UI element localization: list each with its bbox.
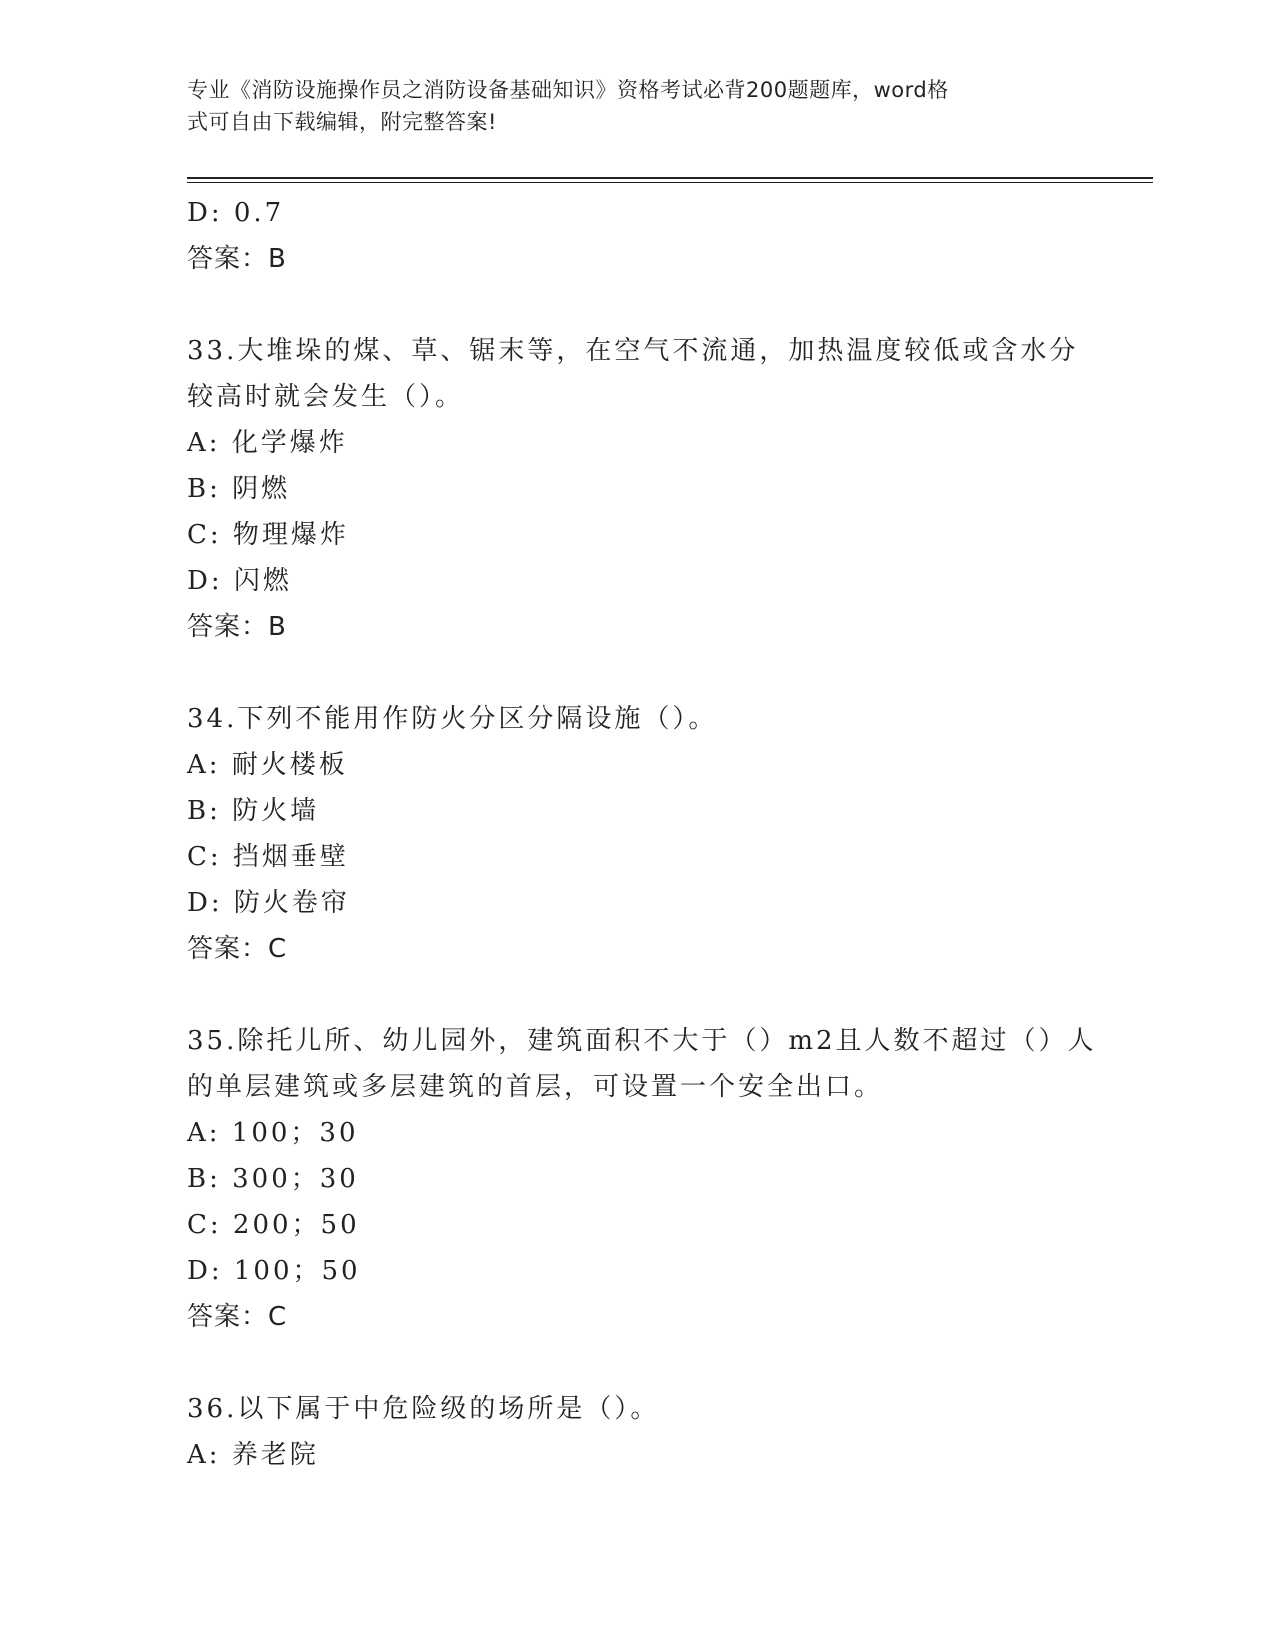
option-a: A: 养老院: [187, 1440, 319, 1470]
question-content: [187, 190, 1097, 1478]
option-c: C: 200；50: [187, 1210, 360, 1240]
question-35-text-line-1: 35.除托儿所、幼儿园外，建筑面积不大于（）m2且人数不超过（）人: [187, 1026, 1097, 1056]
option-d: D: 0.7: [187, 198, 285, 228]
header-line-2: 式可自由下载编辑，附完整答案!: [187, 110, 497, 134]
spacer: [187, 650, 1087, 696]
option-b: B: 阴燃: [187, 474, 291, 504]
spacer: [187, 282, 1087, 328]
header-line-1: 专业《消防设施操作员之消防设备基础知识》资格考试必背200题题库，word格: [187, 78, 949, 102]
question-34-text: 34.下列不能用作防火分区分隔设施（）。: [187, 704, 718, 734]
answer-line: 答案：B: [187, 244, 287, 274]
spacer: [187, 1340, 1087, 1386]
option-c: C: 物理爆炸: [187, 520, 349, 550]
option-c: C: 挡烟垂壁: [187, 842, 349, 872]
answer-line: 答案：C: [187, 1302, 288, 1332]
question-33-text-line-1: 33.大堆垛的煤、草、锯末等，在空气不流通，加热温度较低或含水分: [187, 336, 1079, 366]
answer-line: 答案：C: [187, 934, 288, 964]
spacer: [187, 972, 1087, 1018]
question-33-text-line-2: 较高时就会发生（）。: [187, 382, 465, 412]
option-b: B: 防火墙: [187, 796, 320, 826]
option-a: A: 耐火楼板: [187, 750, 348, 780]
header-divider-thin: [187, 182, 1153, 183]
option-d: D: 100；50: [187, 1256, 361, 1286]
header-divider-thick: [187, 177, 1153, 179]
option-a: A: 化学爆炸: [187, 428, 348, 458]
option-b: B: 300；30: [187, 1164, 359, 1194]
option-d: D: 防火卷帘: [187, 888, 350, 918]
question-35-text-line-2: 的单层建筑或多层建筑的首层，可设置一个安全出口。: [187, 1072, 884, 1102]
option-a: A: 100；30: [187, 1118, 359, 1148]
question-36-text: 36.以下属于中危险级的场所是（）。: [187, 1394, 660, 1424]
option-d: D: 闪燃: [187, 566, 292, 596]
document-header: [187, 74, 1067, 138]
answer-line: 答案：B: [187, 612, 287, 642]
